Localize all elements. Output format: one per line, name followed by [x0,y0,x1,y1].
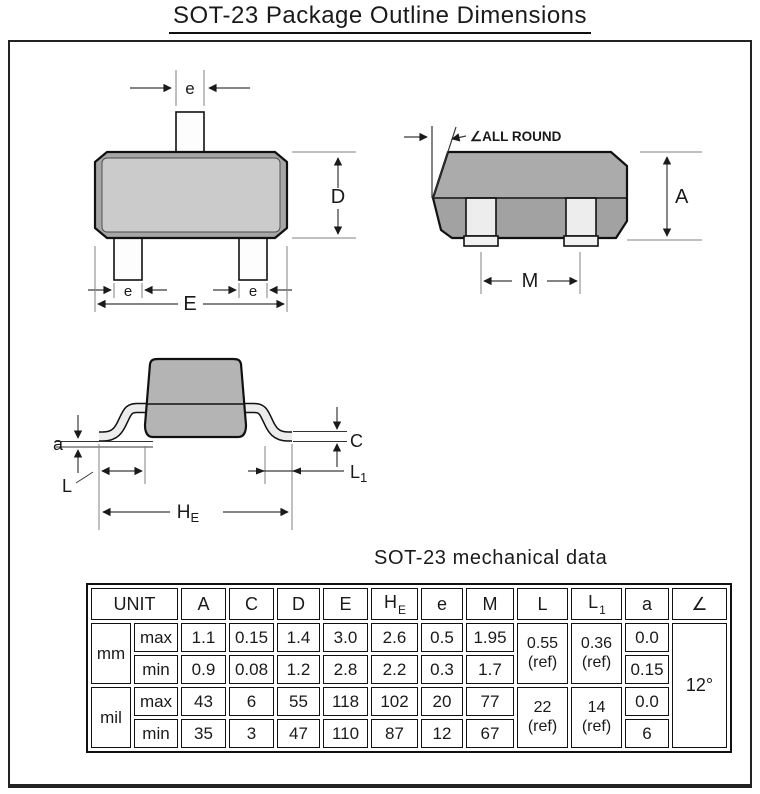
row-mil-min: min 35 3 47 110 87 12 67 6 [91,719,727,748]
perspective-front-face [433,198,627,238]
dim-label-A: A [675,186,689,208]
dim-label-e-top: e [185,79,195,98]
table-title: SOT-23 mechanical data [374,547,608,569]
header-a: a [625,588,669,620]
top-view-lead-top [176,112,204,156]
perspective-lead-right [566,198,596,236]
dim-label-a: a [52,434,64,454]
perspective-view-drawing [404,126,702,294]
page-title-text: SOT-23 Package Outline Dimensions [169,2,591,34]
unit-mil: mil [91,687,131,748]
side-view-body [145,359,246,437]
row-mil-max: mil max 43 6 55 118 102 20 77 22 (ref) 14 (ref) 0.0 [91,687,727,716]
perspective-lead-left [466,198,496,236]
mechanical-data-table [86,583,732,753]
mm-L-ref: 0.55 (ref) [517,623,568,684]
header-HE: $H_E$ [371,588,418,620]
header-angle: ∠ [672,588,727,620]
header-e: e [421,588,463,620]
top-view-lead-bottom-right [239,234,267,280]
unit-mm: mm [91,623,131,684]
dim-label-L: L [62,476,73,496]
dim-label-E: E [183,293,197,315]
dim-label-M: M [521,270,539,292]
perspective-lead-right-foot [564,236,598,246]
mm-L1-ref: 0.36 (ref) [571,623,622,684]
header-C: C [229,588,274,620]
top-view-body [102,158,280,232]
table-header-row [91,588,727,620]
header-E: E [323,588,368,620]
header-M: M [466,588,514,620]
header-L: L [517,588,568,620]
top-view-lead-bottom-left [114,234,142,280]
top-view-drawing [88,70,356,315]
dim-label-L1: $L_1$ [350,462,368,485]
perspective-lead-left-foot [464,236,498,246]
header-D: D [277,588,320,620]
angle-value: 12° [672,623,727,748]
dim-label-e-bottom-right: e [248,283,258,300]
dim-label-HE: $H_E$ [176,502,200,525]
perspective-top-face [433,152,627,198]
header-A: A [181,588,226,620]
row-mm-min: min 0.9 0.08 1.2 2.8 2.2 0.3 1.7 0.15 [91,655,727,684]
header-L1: $L_1$ [571,588,622,620]
mil-L-ref: 22 (ref) [517,687,568,748]
all-round-note: ∠ALL ROUND [470,129,562,144]
dim-label-C: C [350,431,363,451]
dim-label-e-bottom-left: e [123,283,133,300]
side-view-drawing [53,359,367,530]
mil-L1-ref: 14 (ref) [571,687,622,748]
header-unit: UNIT [91,588,178,620]
dim-label-D: D [330,186,346,208]
row-mm-max: mm max 1.1 0.15 1.4 3.0 2.6 0.5 1.95 0.55 (ref) 0.36 (ref) 0.0 12° [91,623,727,652]
